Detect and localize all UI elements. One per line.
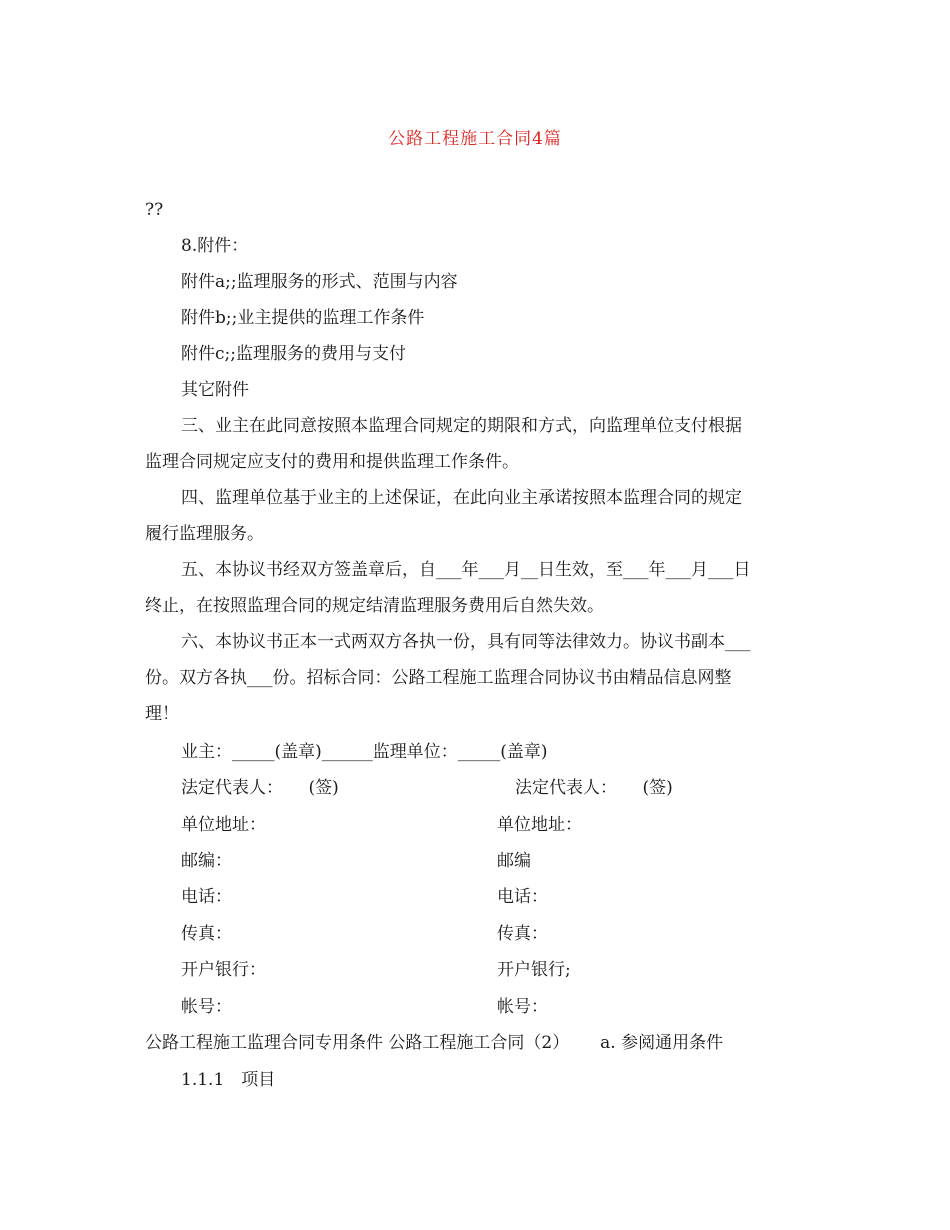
legal-rep-owner: 法定代表人： (签) [181, 778, 339, 798]
special-conditions-line: 公路工程施工监理合同专用条件 公路工程施工合同（2） a. 参阅通用条件 [145, 1033, 724, 1053]
phone-owner: 电话： [181, 887, 232, 907]
account-owner: 帐号： [181, 997, 232, 1017]
clause-4-line-1: 四、监理单位基于业主的上述保证，在此向业主承诺按照本监理合同的规定 [181, 488, 742, 508]
phone-supervisor: 电话： [497, 887, 548, 907]
clause-5-line-1: 五、本协议书经双方签盖章后，自___年___月__日生效，至___年___月___日 [181, 560, 751, 580]
signature-line: 业主：_____(盖章)______监理单位：_____(盖章) [181, 742, 548, 762]
clause-4-line-2: 履行监理服务。 [145, 524, 264, 544]
placeholder-marker: ?? [145, 200, 164, 220]
clause-5-line-2: 终止，在按照监理合同的规定结清监理服务费用后自然失效。 [145, 596, 604, 616]
clause-3-line-2: 监理合同规定应支付的费用和提供监理工作条件。 [145, 452, 519, 472]
address-supervisor: 单位地址： [497, 815, 582, 835]
clause-6-line-1: 六、本协议书正本一式两双方各执一份，具有同等法律效力。协议书副本___ [181, 632, 751, 652]
item-1-1-1: 1.1.1 项目 [181, 1070, 276, 1090]
attachment-a: 附件a;;监理服务的形式、范围与内容 [181, 272, 458, 292]
zip-owner: 邮编： [181, 851, 232, 871]
attachments-heading: 8.附件： [181, 236, 249, 256]
bank-supervisor: 开户银行; [497, 960, 571, 980]
attachment-other: 其它附件 [181, 380, 249, 400]
clause-6-line-2: 份。双方各执___份。招标合同：公路工程施工监理合同协议书由精品信息网整 [145, 668, 732, 688]
fax-owner: 传真： [181, 924, 232, 944]
clause-3-line-1: 三、业主在此同意按照本监理合同规定的期限和方式，向监理单位支付根据 [181, 416, 742, 436]
fax-supervisor: 传真： [497, 924, 548, 944]
address-owner: 单位地址： [181, 815, 266, 835]
account-supervisor: 帐号： [497, 997, 548, 1017]
bank-owner: 开户银行： [181, 960, 266, 980]
attachment-c: 附件c;;监理服务的费用与支付 [181, 344, 406, 364]
legal-rep-supervisor: 法定代表人： (签) [515, 778, 673, 798]
zip-supervisor: 邮编 [497, 851, 531, 871]
clause-6-line-3: 理！ [145, 704, 179, 724]
document-title: 公路工程施工合同4篇 [388, 129, 562, 149]
attachment-b: 附件b;;业主提供的监理工作条件 [181, 308, 425, 328]
